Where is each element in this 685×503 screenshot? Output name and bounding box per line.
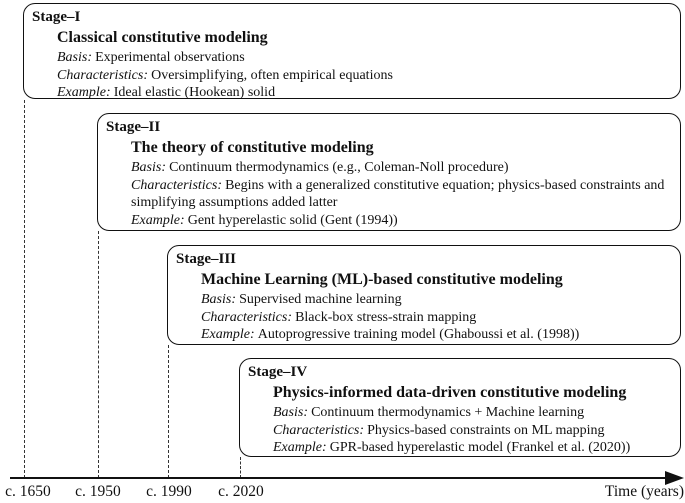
stage-4-label: Stage–IV [248,364,308,380]
stage-2-title: The theory of constitutive modeling [131,139,374,156]
dashed-connector-stage-3 [168,345,169,478]
characteristics-label: Characteristics: [131,177,222,193]
characteristics-label: Characteristics: [273,422,364,438]
basis-label: Basis: [57,50,92,65]
dashed-connector-stage-2 [98,231,99,478]
stage-1-label: Stage–I [32,9,81,25]
stage-4-basis [273,404,672,422]
example-label: Example: [57,85,111,100]
stage-2-example [131,212,672,230]
example-value: Gent hyperelastic solid (Gent (1994)) [187,212,398,228]
stage-3-title: Machine Learning (ML)-based constitutive modeling [201,271,563,288]
stage-4-example [273,439,672,457]
dashed-connector-stage-1 [24,100,25,478]
basis-value: Experimental observations [95,50,245,65]
basis-value: Continuum thermodynamics (e.g., Coleman-Noll procedure) [169,160,509,175]
dashed-connector-stage-4 [240,457,241,478]
stage-1-basis [57,49,672,67]
stage-1-example [57,84,672,102]
stage-2-label: Stage–II [106,119,161,135]
basis-label: Basis: [273,405,308,420]
example-value: Autoprogressive training model (Ghaboussi et al. (1998)) [257,327,580,342]
example-label: Example: [201,327,255,342]
stage-3-example [201,326,672,344]
stage-4-box [239,358,681,457]
characteristics-value: Black-box stress-strain mapping [295,309,477,325]
basis-label: Basis: [131,160,166,175]
characteristics-value: Physics-based constraints on ML mapping [367,422,605,438]
characteristics-value: Oversimplifying, often empirical equations [151,67,393,83]
stage-4-characteristics [273,422,672,440]
characteristics-label: Characteristics: [57,67,148,83]
basis-value: Supervised machine learning [239,292,402,307]
tick-label-2020: c. 2020 [218,483,264,500]
tick-label-1650: c. 1650 [5,483,51,500]
basis-label: Basis: [201,292,236,307]
stage-3-characteristics [201,309,672,327]
stage-1-characteristics [57,67,672,85]
basis-value: Continuum thermodynamics + Machine learning [311,405,585,420]
example-label: Example: [273,440,327,455]
stage-4-title: Physics-informed data-driven constitutive modeling [273,384,627,401]
timeline-axis [10,477,670,479]
stage-2-box [97,113,681,231]
characteristics-value: Begins with a generalized constitutive equation; physics-based constraints and simplifying assumptions added latter [131,177,665,210]
tick-label-1990: c. 1990 [146,483,192,500]
example-value: GPR-based hyperelastic model (Frankel et al. (2020)) [329,440,631,455]
tick-label-1950: c. 1950 [75,483,121,500]
stage-3-basis [201,291,672,309]
example-value: Ideal elastic (Hookean) solid [113,85,276,100]
stage-2-basis [131,159,672,177]
stage-3-label: Stage–III [176,251,237,267]
stage-3-box [167,245,681,345]
stage-1-box [23,3,681,99]
stage-2-characteristics [131,177,672,212]
stage-1-title: Classical constitutive modeling [57,29,268,46]
time-axis-label: Time (years) [604,483,684,500]
example-label: Example: [131,212,185,228]
characteristics-label: Characteristics: [201,309,292,325]
